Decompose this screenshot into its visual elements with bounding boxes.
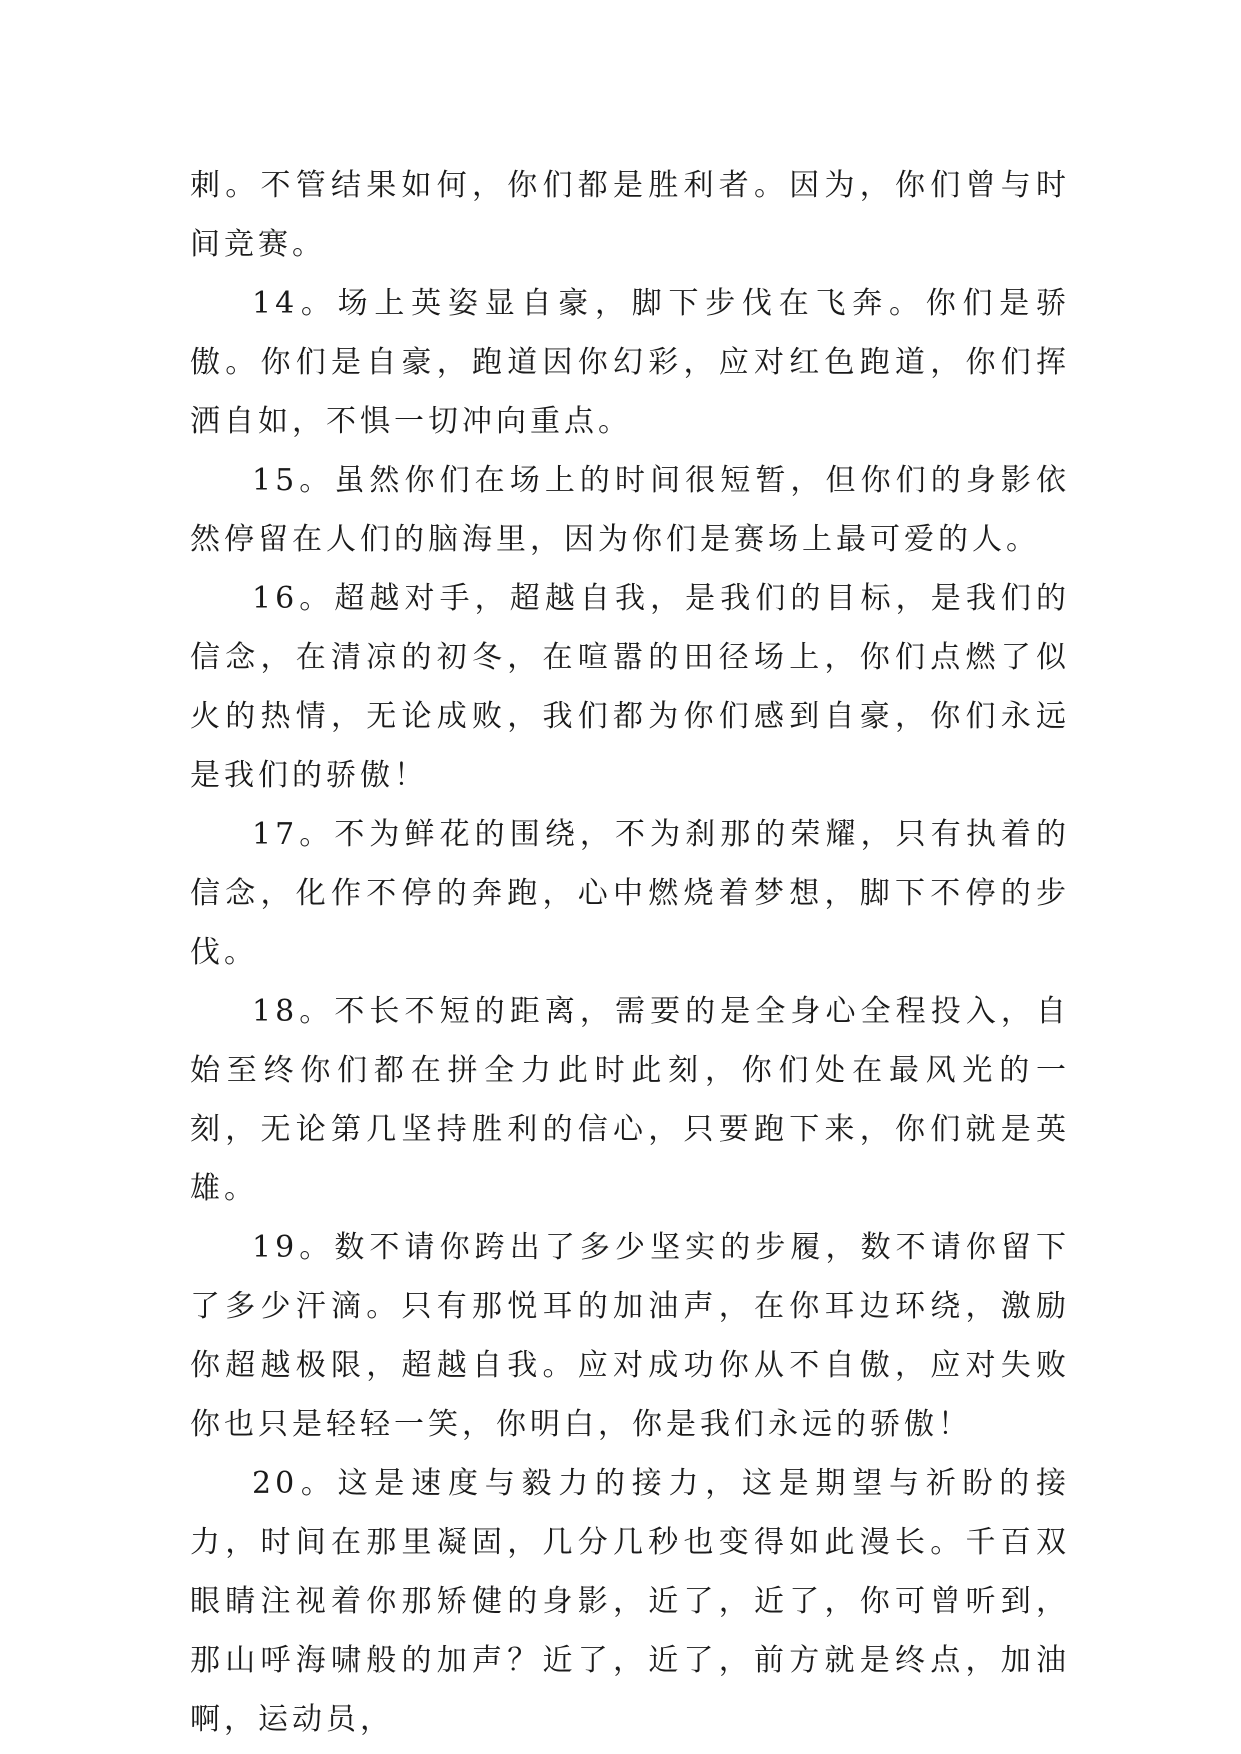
paragraph-20: 20。这是速度与毅力的接力，这是期望与祈盼的接力，时间在那里凝固，几分几秒也变得如此漫长。千百双眼睛注视着你那矫健的身影，近了，近了，你可曾听到，那山呼海啸般的加声？近了，近了，前方就是终点，加油啊，运动员， bbox=[190, 1466, 1070, 1737]
paragraph-14: 14。场上英姿显自豪，脚下步伐在飞奔。你们是骄傲。你们是自豪，跑道因你幻彩，应对红色跑道，你们挥洒自如，不惧一切冲向重点。 bbox=[190, 286, 1070, 439]
paragraph-19: 19。数不请你跨出了多少坚实的步履，数不请你留下了多少汗滴。只有那悦耳的加油声，在你耳边环绕，激励你超越极限，超越自我。应对成功你从不自傲，应对失败你也只是轻轻一笑，你明白，你是我们永远的骄傲！ bbox=[190, 1230, 1070, 1442]
paragraph-15: 15。虽然你们在场上的时间很短暂，但你们的身影依然停留在人们的脑海里，因为你们是赛场上最可爱的人。 bbox=[190, 463, 1070, 557]
paragraph-16: 16。超越对手，超越自我，是我们的目标，是我们的信念，在清凉的初冬，在喧嚣的田径场上，你们点燃了似火的热情，无论成败，我们都为你们感到自豪，你们永远是我们的骄傲！ bbox=[190, 581, 1070, 793]
paragraph-continued: 刺。不管结果如何，你们都是胜利者。因为，你们曾与时间竞赛。 bbox=[190, 168, 1070, 262]
paragraph-18: 18。不长不短的距离，需要的是全身心全程投入，自始至终你们都在拼全力此时此刻，你们处在最风光的一刻，无论第几坚持胜利的信心，只要跑下来，你们就是英雄。 bbox=[190, 994, 1070, 1206]
document-body bbox=[190, 156, 1070, 1749]
paragraph-17: 17。不为鲜花的围绕，不为刹那的荣耀，只有执着的信念，化作不停的奔跑，心中燃烧着梦想，脚下不停的步伐。 bbox=[190, 817, 1070, 970]
